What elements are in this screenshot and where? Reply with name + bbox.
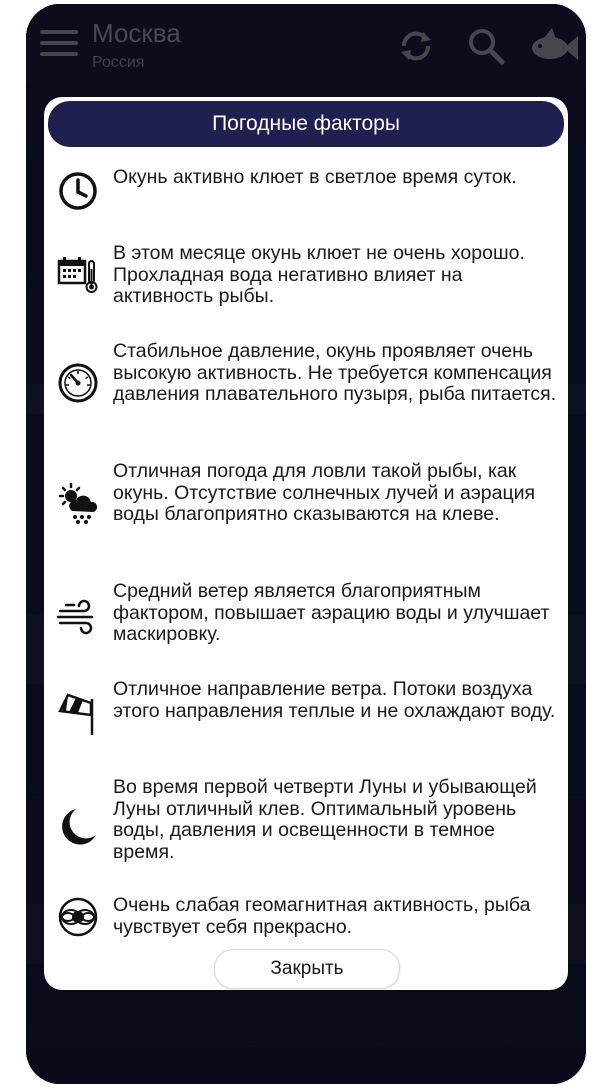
factor-text: Отличная погода для ловли такой рыбы, как окунь. Отсутствие солнечных лучей и аэрация воды благоприятно сказываются на клеве. — [113, 460, 536, 525]
factor-text: Отличное направление ветра. Потоки воздуха этого направления теплые и не охлаждают воду. — [113, 678, 556, 722]
factor-text: Во время первой четверти Луны и убывающей Луны отличный клев. Оптимальный уровень воды, давления и освещенности в темное время. — [113, 776, 537, 863]
clock-icon — [56, 169, 100, 213]
factor-text: Средний ветер является благоприятным фактором, повышает аэрацию воды и улучшает маскировку. — [113, 580, 550, 645]
factor-text: Очень слабая геомагнитная активность, рыба чувствует себя прекрасно. — [113, 894, 531, 938]
crescent-moon-icon — [56, 805, 100, 849]
barometer-icon — [56, 361, 100, 405]
factor-text: Окунь активно клюет в светлое время суток. — [113, 166, 517, 188]
windsock-icon — [56, 693, 100, 737]
magnetic-field-icon — [56, 895, 100, 939]
sun-cloud-rain-icon — [56, 481, 100, 525]
dialog-title: Погодные факторы — [48, 101, 564, 147]
factor-text: Стабильное давление, окунь проявляет очень высокую активность. Не требуется компенсация давления плавательного пузыря, рыба питается. — [113, 340, 557, 405]
close-button[interactable]: Закрыть — [214, 949, 400, 989]
calendar-thermometer-icon — [56, 253, 100, 297]
factor-text: В этом месяце окунь клюет не очень хорошо. Прохладная вода негативно влияет на активность рыбы. — [113, 242, 525, 307]
wind-icon — [56, 595, 100, 639]
weather-factors-dialog — [44, 97, 568, 990]
